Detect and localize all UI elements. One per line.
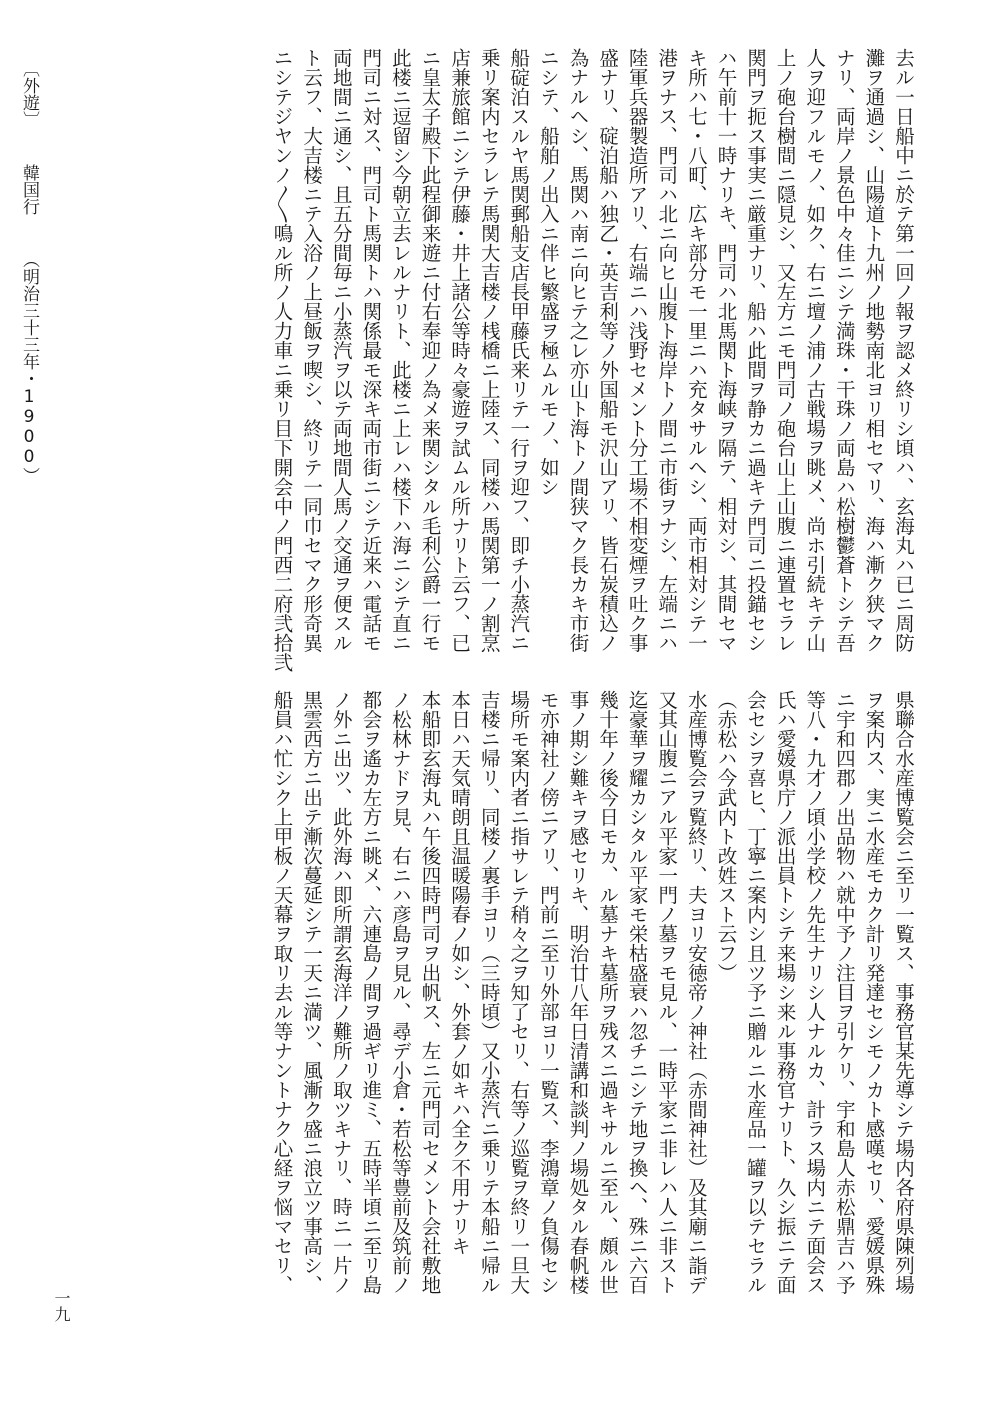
page-number: 一九 <box>52 1290 71 1322</box>
text-column: 上ノ砲台樹間ニ隠見シ、又左方ニモ門司ノ砲台山上山腹ニ連置セラレ <box>773 48 797 653</box>
text-column: 両地間ニ通シ、且五分間毎ニ小蒸汽ヲ以テ両地間人馬ノ交通ヲ便スル <box>329 48 353 653</box>
text-column: 等八・九才ノ頃小学校ノ先生ナリシ人ナルカ、計ラス場内ニテ面会ス <box>803 690 827 1295</box>
text-column: 灘ヲ通過シ、山陽道ト九州ノ地勢南北ヨリ相セマリ、海ハ漸ク狭マク <box>862 48 886 653</box>
text-column: 県聯合水産博覧会ニ至リ一覧ス、事務官某先導シテ場内各府県陳列場 <box>892 690 915 1295</box>
text-column: 場所モ案内者ニ指サレテ稍々之ヲ知了セリ、右等ノ巡覧ヲ終リ一旦大 <box>507 690 531 1295</box>
text-column: 陸軍兵器製造所アリ、右端ニハ浅野セメント分工場不相変煙ヲ吐ク事 <box>625 48 649 653</box>
text-column: 又其山腹ニアル平家一門ノ墓ヲモ見ル、一時平家ニ非レハ人ニ非スト <box>655 690 679 1295</box>
text-column: 氏ハ愛媛県庁ノ派出員トシテ来場シ来ル事務官ナリト、久シ振ニテ面 <box>773 690 797 1295</box>
text-column: 事ノ期シ難キヲ感セリキ、明治廿八年日清講和談判ノ場処タル春帆楼 <box>566 690 590 1295</box>
text-column: 関門ヲ扼ス事実ニ厳重ナリ、船ハ此間ヲ静カニ過キテ門司ニ投錨セシ <box>744 48 768 653</box>
running-header <box>18 60 40 700</box>
text-column: 門司ニ対ス、門司ト馬関トハ関係最モ深キ両市街ニシテ近来ハ電話モ <box>359 48 383 653</box>
text-column: 港ヲナス、門司ハ北ニ向ヒ山腹ト海岸トノ間ニ市街ヲナシ、左端ニハ <box>655 48 679 653</box>
text-column: 去ル一日船中ニ於テ第一回ノ報ヲ認メ終リシ頃ハ、玄海丸ハ已ニ周防 <box>892 48 915 653</box>
text-column: ナリ、両岸ノ景色中々佳ニシテ満珠・干珠ノ両島ハ松樹鬱蒼トシテ吾 <box>832 48 856 653</box>
text-column: ノ松林ナドヲ見、右ニハ彦島ヲ見ル、尋デ小倉・若松等豊前及筑前ノ <box>388 690 412 1295</box>
text-column: 人ヲ迎フルモノ、如ク、右ニ壇ノ浦ノ古戦場ヲ眺メ、尚ホ引続キテ山 <box>803 48 827 653</box>
text-column: 店兼旅館ニシテ伊藤・井上諸公等時々豪遊ヲ試ムル所ナリト云フ、已 <box>448 48 472 653</box>
text-column: 水産博覧会ヲ覧終リ、夫ヨリ安徳帝ノ神社（赤間神社）及其廟ニ詣デ <box>684 690 708 1295</box>
text-column: ハ午前十一時ナリキ、門司ハ北馬関ト海峡ヲ隔テ、相対シ、其間セマ <box>714 48 738 653</box>
text-column: 迄豪華ヲ耀カシタル平家モ栄枯盛衰ハ忽チニシテ地ヲ換ヘ、殊ニ六百 <box>625 690 649 1295</box>
text-column: キ所ハ七・八町、広キ部分モ一里ニハ充タサルヘシ、両市相対シテ一 <box>684 48 708 653</box>
text-column: 船碇泊スルヤ馬関郵船支店長甲藤氏来リテ一行ヲ迎フ、即チ小蒸汽ニ <box>507 48 531 653</box>
text-column: ト云フ、大吉楼ニテ入浴ノ上昼飯ヲ喫シ、終リテ一同巾セマク形奇異 <box>300 48 324 653</box>
text-column: 本船即玄海丸ハ午後四時門司ヲ出帆ス、左ニ元門司セメント会社敷地 <box>418 690 442 1295</box>
text-column: モ亦神社ノ傍ニアリ、門前ニ至リ外部ヨリ一覧ス、李鴻章ノ負傷セシ <box>536 690 560 1295</box>
lower-text-block <box>118 690 918 1295</box>
header-date: （明治三十三年・1900） <box>19 251 39 484</box>
header-section: 〔外遊〕 <box>19 60 39 128</box>
text-column: 為ナルヘシ、馬関ハ南ニ向ヒテ之レ亦山ト海トノ間狭マク長カキ市街 <box>566 48 590 653</box>
text-column: 此楼ニ逗留シ今朝立去レルナリト、此楼ニ上レハ楼下ハ海ニシテ直ニ <box>388 48 412 653</box>
text-column: 船員ハ忙シク上甲板ノ天幕ヲ取リ去ル等ナントナク心経ヲ悩マセリ、 <box>270 690 294 1295</box>
text-column: 会セシヲ喜ヒ、丁寧ニ案内シ且ツ予ニ贈ルニ水産品一罐ヲ以テセラル <box>744 690 768 1295</box>
text-column: 都会ヲ遙カ左方ニ眺メ、六連島ノ間ヲ過ギリ進ミ、五時半頃ニ至リ島 <box>359 690 383 1295</box>
upper-text-block <box>118 48 918 672</box>
text-column: （赤松ハ今武内ト改姓スト云フ） <box>714 690 738 983</box>
text-column: 乗リ案内セラレテ馬関大吉楼ノ桟橋ニ上陸ス、同楼ハ馬関第一ノ割烹 <box>477 48 501 653</box>
text-column: ノ外ニ出ツ、此外海ハ即所謂玄海洋ノ難所ノ取ツキナリ、時ニ一片ノ <box>329 690 353 1295</box>
text-column: 吉楼ニ帰リ、同楼ノ裏手ヨリ（三時頃）又小蒸汽ニ乗リテ本船ニ帰ル <box>477 690 501 1295</box>
text-column: ニ宇和四郡ノ出品物ハ就中予ノ注目ヲ引ケリ、宇和島人赤松鼎吉ハ予 <box>832 690 856 1295</box>
text-column: ニ皇太子殿下此程御来遊ニ付右奉迎ノ為メ来関シタル毛利公爵一行モ <box>418 48 442 653</box>
text-column: ニシテ、船舶ノ出入ニ伴ヒ繁盛ヲ極ムルモノ、如シ <box>536 48 560 497</box>
header-title: 韓国行 <box>19 164 39 215</box>
text-column: 幾十年ノ後今日モカ、ル墓ナキ墓所ヲ残スニ過キサルニ至ル、頗ル世 <box>596 690 620 1295</box>
text-column: 盛ナリ、碇泊船ハ独乙・英吉利等ノ外国船モ沢山アリ、皆石炭積込ノ <box>596 48 620 653</box>
text-column: ヲ案内ス、実ニ水産モカク計リ発達セシモノカト感嘆セリ、愛媛県殊 <box>862 690 886 1295</box>
text-column: ニシテジヤンノ〳〵鳴ル所ノ人力車ニ乗リ目下開会中ノ門西二府弐拾弐 <box>270 48 294 672</box>
text-column: 黒雲西方ニ出テ漸次蔓延シテ一天ニ満ツ、風漸ク盛ニ浪立ツ事高シ、 <box>300 690 324 1295</box>
text-column: 本日ハ天気晴朗且温暖陽春ノ如シ、外套ノ如キハ全ク不用ナリキ <box>448 690 472 1256</box>
